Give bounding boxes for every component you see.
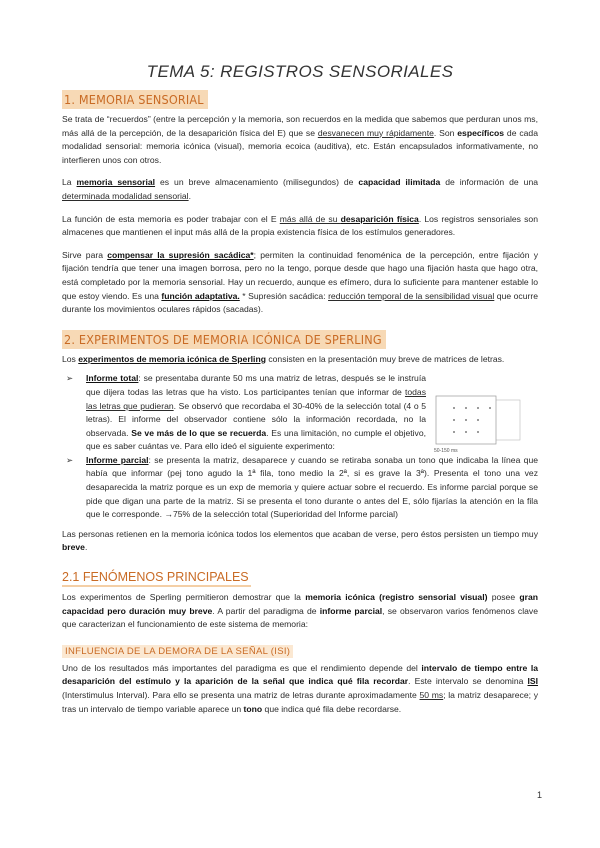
text-span: . Se observó que recordaba el 30-40% de la selección total (4 o 5 letras). El informe del observador contiene sólo la información recordada, no la observada. [86,400,426,438]
bold-underlined-term: experimentos de memoria icónica de Sperling [78,353,266,364]
underlined-term: todas las letras que pudieran [86,386,426,411]
text-span: Los experimentos de Sperling permitieron demostrar que la [62,592,306,603]
paragraph-funcion [62,213,538,240]
text-span: ; la matriz desaparece; y tras un intervalo de tiempo variable aparece un [62,690,538,714]
text-span: . [188,190,191,201]
text-span: . [84,542,88,553]
arrow-bullet-icon: ➢ [66,373,74,384]
arrow-bullet-icon: ➢ [66,454,74,465]
bold-term: intervalo de tiempo entre la desaparición del estímulo y la aparición de la señal que indica qué fila recordar [62,662,538,687]
text-span: La función de esta memoria es poder trabajar con el E [62,213,280,224]
bold-term: memoria icónica (registro sensorial visual) [305,592,488,603]
text-span: consisten en la presentación muy breve de matrices de letras. [265,353,505,364]
paragraph-fenomenos [62,591,538,632]
list-item-informe-parcial [62,454,538,522]
figure-duration-label: 50-150 ms [434,448,458,454]
text-span: de información de una [440,177,538,188]
text-span: Los [62,353,79,364]
text-span: * Supresión sacádica: [239,290,329,301]
bold-underlined-term: función adaptativa. [161,290,240,301]
text-span: que indica qué fila debe recordarse. [262,703,402,714]
text-span: es un breve almacenamiento (milisegundos) de [155,177,359,188]
paragraph-isi [62,662,538,716]
page-number: 1 [536,790,542,800]
paragraph-recuerdos [62,113,538,167]
text-span: . Son [433,127,458,138]
bold-underlined-term: Informe total [86,373,139,384]
bold-underlined-term: Informe parcial [86,454,149,465]
underlined-term: determinada modalidad sensorial [62,190,189,201]
heading-sperling: 2. EXPERIMENTOS DE MEMORIA ICÓNICA DE SPERLING [62,330,386,349]
matrix-card-front [436,396,496,444]
bold-term: específicos [457,127,505,138]
text-span: Uno de los resultados más importantes del paradigma es que el rendimiento depende del [62,662,422,673]
subheading-demora-senal: INFLUENCIA DE LA DEMORA DE LA SEÑAL (ISI) [62,645,293,658]
text-span: La [62,177,77,188]
text-span: posee [487,592,520,603]
text-span: . Es una limitación, no cumple el objetivo, que es saber cuántas ve. Para ello ideó el siguiente experimento: [86,427,426,452]
bold-underlined-term: ISI [527,676,539,687]
bold-term: tono [243,703,263,714]
text-span: Sirve para [62,249,108,260]
list-item-informe-total [62,372,426,454]
underlined-term: desvanecen muy rápidamente [317,127,434,138]
bold-term: capacidad ilimitada [358,177,441,188]
text-span: , se observaron varios fenómenos clave que caracterizan el funcionamiento de este sistema de memoria: [62,605,538,630]
text-span: . Este intervalo se denomina [408,676,528,687]
text-span: : se presenta la matriz, desaparece y cuando se retiraba sonaba un tono que indicaba la línea que había que informar (pej tono agudo la 1ª fila, tono medio la 2ª, si es grave la 3ª). Presenta el tono una vez desaparecida la matriz porque es un exp de memoria y quiere actuar sobre el recuerdo. Es informe parcial porque se pide que digan una parte de la matriz. Si se presenta el tono durante o antes del E, sólo fijarías la atención en la fila que le corresponde. →75% de la selección total (Superioridad del Informe parcial) [86,454,538,520]
text-span: . A partir del paradigma de [212,605,320,616]
paragraph-sperling-intro [62,353,538,367]
heading-memoria-sensorial: 1. MEMORIA SENSORIAL [62,90,208,109]
paragraph-sperling-conclusion [62,528,538,555]
bold-term: informe parcial [319,605,383,616]
text-span: que ocurre durante los movimientos oculares rápidos (sacadas). [62,290,538,315]
bold-underlined-term: compensar la supresión sacádica* [107,249,254,260]
text-span: Las personas retienen en la memoria icónica todos los elementos que acaban de verse, pero éstos persisten un tiempo muy [62,528,538,539]
bold-underlined-term: memoria sensorial [76,177,156,188]
bold-term: gran capacidad pero duración muy breve [62,592,538,616]
underlined-term: más allá de su [279,213,341,224]
underlined-term: reducción temporal de la sensibilidad visual [328,290,495,301]
underlined-term: 50 ms [419,690,444,700]
paragraph-definicion [62,176,538,203]
page-title: TEMA 5: REGISTROS SENSORIALES [146,62,454,81]
bold-underlined-term: desaparición física [340,213,419,224]
paragraph-supresion-sacadica [62,249,538,317]
bold-term: breve [62,542,85,553]
bold-term: Se ve más de lo que se recuerda [131,427,267,438]
text-span: . Los registros sensoriales son almacenes que mantienen el input más allá de la propia existencia física de los estímulos generadores. [62,213,538,238]
heading-fenomenos-principales: 2.1 FENÓMENOS PRINCIPALES [62,570,251,587]
text-span: (Interstimulus Interval). Para ello se presenta una matriz de letras durante aproximadamente [62,690,420,700]
sperling-letter-matrix-figure [432,394,522,456]
text-span: de cada modalidad sensorial: memoria icónica (visual), memoria ecoica (auditiva), etc. Están encapsulados informativamente, no interfieren unos con otros. [62,127,538,165]
text-span: ; permiten la continuidad fenoménica de la percepción, entre fijación y fijación tendría que tener una imagen borrosa, pero no la tengo, porque desde que hago una fijación hasta que hago otra, está completado por la memoria sensorial. Hay un recuerdo, aunque es efímero, dura lo suficiente para mantener estable lo que estoy viendo. Es una [62,249,538,301]
text-span: : se presentaba durante 50 ms una matriz de letras, después se le instruía que dijera todas las letras que ha visto. Los participantes tenían que informar de [86,373,427,397]
text-span: Se trata de “recuerdos” (entre la percepción y la memoria, son recuerdos en la medida que sabemos que perduran unos ms, más allá de la percepción, de la desaparición física del E) que se [62,114,538,138]
